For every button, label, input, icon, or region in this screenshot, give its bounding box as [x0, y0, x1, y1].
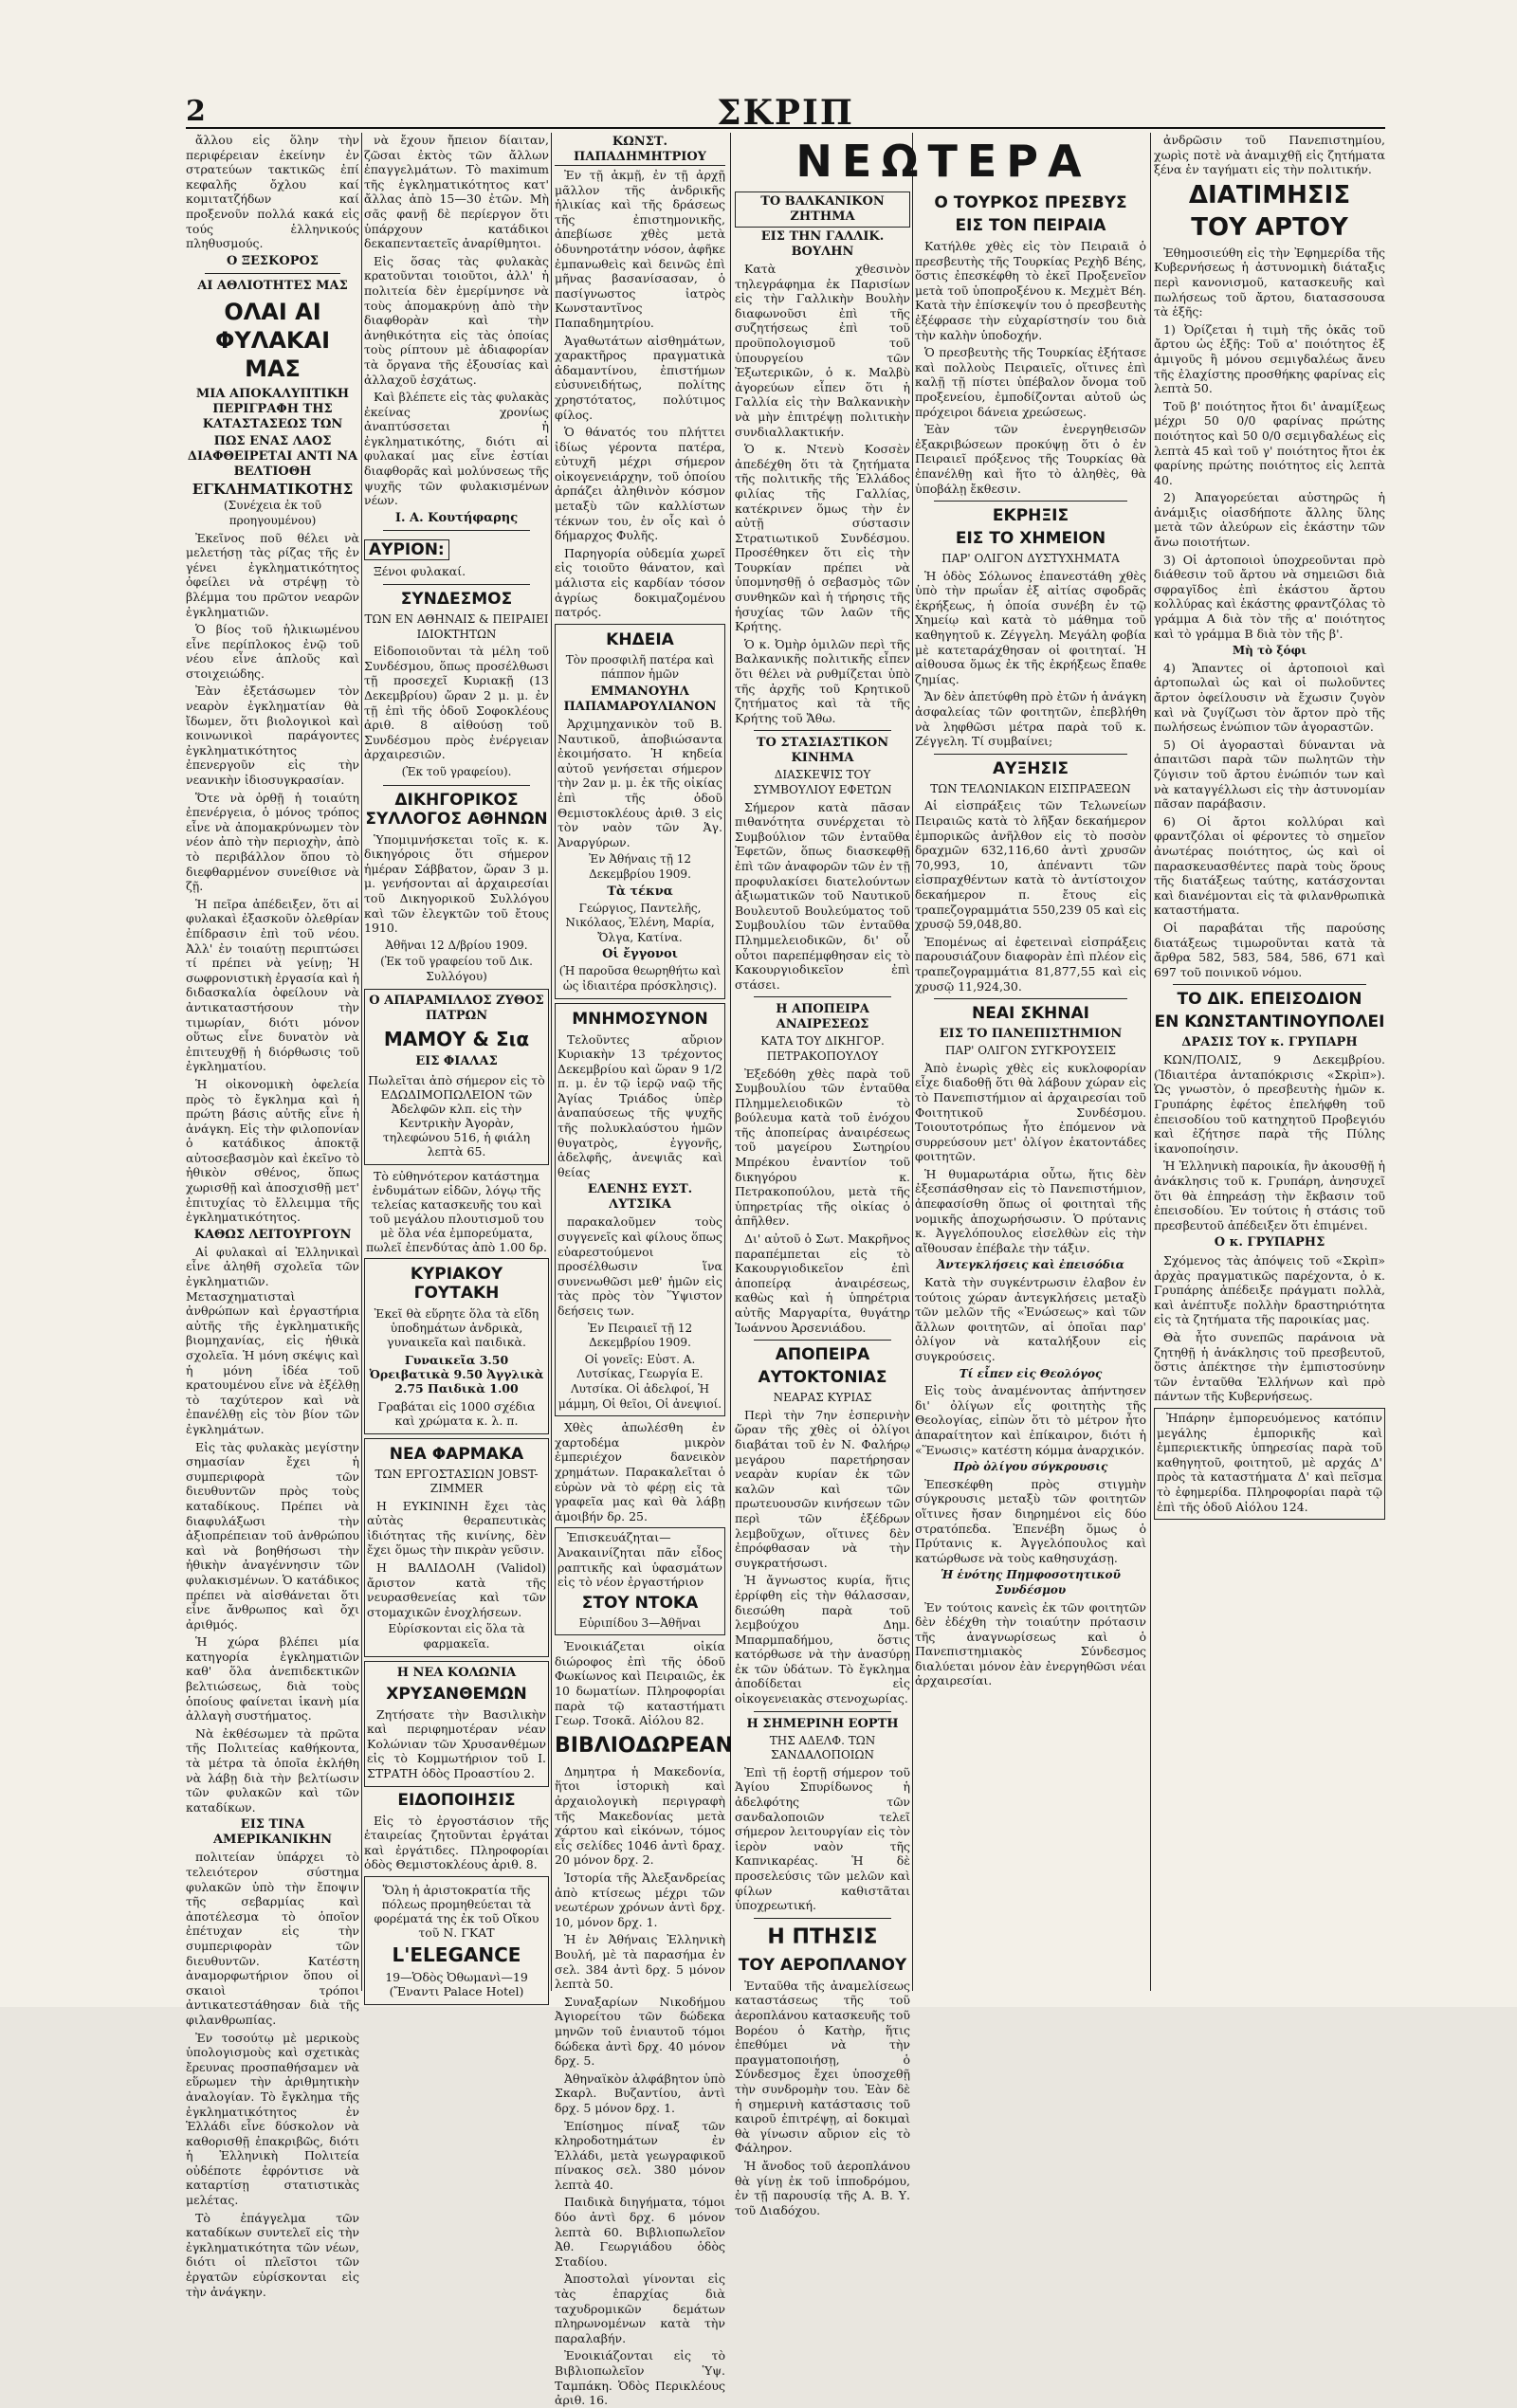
article-subheadline: ΔΙΑΣΚΕΨΙΣ ΤΟΥ ΣΥΜΒΟΥΛΙΟΥ ΕΦΕΤΩΝ: [753, 768, 892, 796]
article-signature: Ι. Α. Κουτήφαρης: [394, 510, 519, 525]
classified-box: [1154, 1408, 1385, 1520]
inline-subheading: Μὴ τὸ ξόφι: [1232, 644, 1307, 658]
article-text: 2) Ἀπαγορεύεται αὐστηρῶς ἡ ἀνάμιξις οἱασδήποτε ἄλλης ὕλης μετὰ τῶν ἀλεύρων εἰς ἑκάστην τῶν ἄνω ποιοτήτων.: [1154, 490, 1385, 550]
article-text: 6) Οἱ ἄρτοι κολλύραι καὶ φραντζόλαι οἱ φέροντες τὸ σημεῖον ἀνωτέρας ποιότητος, ὡς καὶ οἱ παρασκευασθέντες παρὰ τοὺς ὅρους τῆς διατάξεως ταύτης, κατάσχονται καὶ διανέμονται εἰς τὰ φιλανθρωπικὰ καταστήματα.: [1154, 813, 1385, 918]
article-text: Ὁ θάνατός του πλήττει ἰδίως γέροντα πατέρα, εὐτυχῆ μέχρι σήμερον οἰκογενειάρχην, τοῦ ὁποίου ἀρπάζει ἀληθινὸν κόσμον μεταξὺ τῶν καλλίστων τέκνων του, ἐν οἷς καὶ ὁ δήμαρχος Φυλῆς.: [555, 425, 725, 543]
column-2: [364, 133, 549, 1998]
ad-subtitle: ΤΩΝ ΕΡΓΟΣΤΑΣΙΩΝ JOBST-ZIMMER: [375, 1467, 539, 1496]
book-listing: Δημητρα ἡ Μακεδονία, ἥτοι ἱστορικὴ καὶ ἀρχαιολογικὴ περιγραφὴ τῆς Μακεδονίας μετὰ χάρτου καὶ εἰκόνων, τόμος εἷς σελίδες 1046 ἀντὶ δραχ. 20 μόνον δρχ. 2.: [555, 1763, 725, 1868]
ad-text: Η ΕΥΚΙΝΙΝΗ ἔχει τὰς αὐτὰς θεραπευτικὰς ἰδιότητας τῆς κινίνης, δὲν ἔχει ὅμως τὴν πικρὰν γεῦσιν.: [367, 1498, 546, 1558]
deceased-name: ΕΜΜΑΝΟΥΗΛ ΠΑΠΑΜΑΡΟΥΛΙΑΝΟΝ: [563, 684, 717, 714]
ad-title: ΝΕΑ ΦΑΡΜΑΚΑ: [389, 1444, 524, 1464]
column-1: [186, 133, 359, 2299]
funeral-notice: [555, 624, 725, 999]
article-text: Κατὰ τὴν συγκέντρωσιν ἐλαβον ἐν τούτοις χώραν ἀντεγκλήσεις μεταξὺ τῶν μελῶν τῆς «Ἑνώσεως» καὶ τῶν ἄλλων φοιτητῶν, αἱ ὁποῖαι παρ' ὀλίγον νὰ καταλήξουν εἰς συγκρούσεις.: [915, 1275, 1146, 1363]
article-text: Δι' αὐτοῦ ὁ Σωτ. Μακρῆνος παραπέμπεται εἰς τὸ Κακουργιοδικεῖον ἐπὶ ἀποπείρᾳ ἀναιρέσεως, καθὼς καὶ ἡ ὑπηρέτρια αὐτῆς Μαργαρίτα, θυγάτηρ Ἰωάννου Ἀρσενιάδου.: [735, 1231, 910, 1335]
advertisement-pharmacy: [364, 1438, 549, 1657]
article-text: Ἡ χώρα βλέπει μία κατηγορία ἐγκληματιῶν καθ' ὅλα ἀνεπιδεκτικῶν βελτιώσεως, διὰ τοὺς ὁποίους φαίνεται ἱκανὴ μία ἀλλαγὴ συστήματος.: [186, 1634, 359, 1724]
notice-source: (Ἐκ τοῦ γραφείου τοῦ Δικ. Συλλόγου): [380, 955, 533, 983]
article-headline: Ο ΤΟΥΡΚΟΣ ΠΡΕΣΒΥΣ: [934, 193, 1127, 212]
ad-text: Εὑρίσκονται εἰς ὅλα τὰ φαρμακεῖα.: [388, 1622, 525, 1651]
divider: [383, 584, 530, 585]
column-rule: [361, 133, 362, 1991]
advertisement-beer: [364, 989, 549, 1165]
article-headline: ΤΟ ΣΤΑΣΙΑΣΤΙΚΟΝ ΚΙΝΗΜΑ: [756, 736, 889, 766]
page-header: [186, 93, 1385, 133]
column-rule: [730, 133, 731, 1991]
article-headline: ΕΚΡΗΞΙΣ: [992, 506, 1069, 526]
article-text: Ἐκεῖνος ποῦ θέλει νὰ μελετήσῃ τὰς ρίζας τῆς ἐν γένει ἐγκληματικότητος ὀφείλει νὰ στρέψῃ τὸ βλέμμα του πρῶτον νεαρῶν ἐγκληματιῶν.: [186, 530, 359, 619]
ad-title: ΚΥΡΙΑΚΟΥ ΓΟΥΤΑΚΗ: [410, 1264, 503, 1303]
article-text: Ἐξεδόθη χθὲς παρὰ τοῦ Συμβουλίου τῶν ἐνταῦθα Πλημμελειοδικῶν τὸ βούλευμα κατὰ τοῦ ἐνόχου τῆς ἀποπείρας ἀναιρέσεως τοῦ μαγείρου Σωτηρίου Μπρέκου ἐναντίον τοῦ δικηγόρου κ. Πετρακοπούλου, μετὰ τῆς ὑπηρετρίας τῆς οἰκίας ὁ ἀπῆλθεν.: [735, 1066, 910, 1229]
article-text: Ἐν τοσούτῳ μὲ μερικοὺς ὑπολογισμοὺς καὶ σχετικὰς ἔρευνας προσπαθήσαμεν νὰ εὕρωμεν τὴν ἀριθμητικὴν ἀναλογίαν. Τὸ ἔγκλημα τῆς ἐγκληματικότητος ἐν Ἑλλάδι εἶνε δύσκολον νὰ καθορισθῇ ἐπακριβῶς, διότι ἡ Ἑλληνικὴ Πολιτεία οὐδέποτε ἐφρόντισε νὰ καταρτίσῃ στατιστικὰς μελέτας.: [186, 2030, 359, 2208]
article-headline: ΟΛΑΙ ΑΙ ΦΥΛΑΚΑΙ ΜΑΣ: [214, 299, 331, 383]
article-signature: Ο ΞΕΣΚΟΡΟΣ: [226, 253, 319, 268]
article-headline: ΤΟ ΒΑΛΚΑΝΙΚΟΝ ΖΗΤΗΜΑ: [735, 192, 910, 228]
notice-source: (Ἐκ τοῦ γραφείου).: [401, 764, 512, 778]
article-text: Ἐνταῦθα τῆς ἀναμελίσεως καταστάσεως τῆς τοῦ ἀεροπλάνου κατασκευῆς τοῦ Βορέου ὁ Κατὴρ, ἥτις ἐπεθύμει νὰ τὴν πραγματοποιήσῃ, ὁ Σύνδεσμος ἔχει ὑποσχεθῇ τὴν συνδρομὴν του. Ἐὰν δὲ ἡ σημερινὴ κατάστασις τοῦ καιροῦ ἐπιτρέψῃ, αἱ δοκιμαὶ θὰ γίνωσιν αὔριον εἰς τὸ Φάληρον.: [735, 1978, 910, 2156]
advertisement-cologne: [364, 1661, 549, 1787]
article-headline: ΤΟ ΔΙΚ. ΕΠΕΙΣΟΔΙΟΝ: [1177, 990, 1362, 1010]
divider: [754, 730, 891, 731]
ad-title: Η ΝΕΑ ΚΟΛΩΝΙΑ: [396, 1665, 517, 1680]
section-banner: ΝΕΩΤΕΡΑ: [795, 136, 1091, 187]
article-headline: ΕΙΣ ΤΟΝ ΠΕΙΡΑΙΑ: [955, 216, 1106, 235]
article-headline: ΝΕΑΙ ΣΚΗΝΑΙ: [972, 1004, 1089, 1024]
article-text: Σχόμενος τὰς ἀπόψεις τοῦ «Σκρὶπ» ἀρχὰς πραγματικῶς παρέχοντα, ὁ κ. Γρυπάρης ἀπέδειξε πράγματι πολλὰ, καὶ ἀνέπτυξε πολλὴν δραστηριότητα εἰς τὰ ζητήματα τῆς παροικίας μας.: [1154, 1253, 1385, 1327]
article-text: ΚΩΝ/ΠΟΛΙΣ, 9 Δεκεμβρίου. (Ἰδιαιτέρα ἀνταπόκρισις «Σκρὶπ»). Ὡς γνωστὸν, ὁ πρεσβευτὴς ἡμῶν κ. Γρυπάρης ἐφέτος ἐπελήφθη τοῦ ἐπεισοδίου τοῦ κατηχητοῦ Προβεγιόυ καὶ ἐζήτησε παρὰ τῆς Πύλης ἱκανοποίησιν.: [1154, 1052, 1385, 1156]
column-3: [555, 133, 733, 2408]
article-text: Ἐν τῇ ἀκμῇ, ἐν τῇ ἀρχῇ μᾶλλον τῆς ἀνδρικῆς ἡλικίας καὶ τῆς δράσεως τῆς ἐπιστημονικῆς, ἀπεβίωσε χθὲς μετὰ ὀδυνηροτάτην νόσον, ἀφῆκε ἐμπανωθεὶς καὶ δεινῶς ἐπὶ μῆνας βασανίσασαν, ὁ πασίγνωστος ἰατρὸς Κωνσταντῖνος Παπαδημητρίου.: [555, 168, 725, 330]
classified-text: Ἠπάρην ἐμπορευόμενος κατόπιν μεγάλης ἐμπορικῆς καὶ ἐμπεριεκτικῆς ὑπηρεσίας παρὰ τοῦ καθηγητοῦ, φοιτητοῦ, μὲ αρχάς Δ' πρὸς τὰ καταστήματα Δ' καὶ πεῖσμα τὸ ἐφημερίδα. Πληροφορίαι παρὰ τῷ ἐπὶ τῆς ὁδοῦ Αἰόλου 124.: [1157, 1410, 1382, 1514]
notice-text: Εἰδοποιοῦνται τὰ μέλη τοῦ Συνδέσμου, ὅπως προσέλθωσι τῇ προσεχεῖ Κυριακῇ (13 Δεκεμβρίου) ὥραν 2 μ. μ. ἐν τῇ ἐπὶ τῆς ὁδοῦ Σοφοκλέους ἀριθ. 8 αἰθούσῃ τοῦ Συνδέσμου πρὸς ἐνέργειαν ἀρχαιρεσιῶν.: [364, 644, 549, 762]
ad-text: Τὸ εὐθηνότερον κατάστημα ἐνδυμάτων εἰδῶν, λόγῳ τῆς τελείας κατασκευῆς του καὶ τοῦ μεγάλου πλουτισμοῦ του μὲ ὅλα νέα ἐμπορεύματα, πωλεῖ ἐπενδύτας ἀπὸ 1.00 δρ.: [366, 1168, 547, 1254]
article-text: 3) Οἱ ἀρτοποιοὶ ὑποχρεοῦνται πρὸ διάθεσιν τοῦ ἄρτου νὰ σημειῶσι διὰ σφραγῖδος ἐπὶ ἑκάστου ἄρτου κολλύρας καὶ ἑκάστης φραντζόλας τὸ γράμμα Α διὰ τὸν τῆς α' ποιότητος καὶ τὸ γράμμα Β διὰ τὸν τῆς β'.: [1154, 552, 1385, 641]
divider: [754, 1340, 891, 1341]
ad-line: ΕΙΣ ΦΙΑΛΑΣ: [415, 1053, 498, 1068]
column-rule: [912, 133, 913, 1991]
article-text: Ξένοι φυλακαί.: [374, 564, 466, 579]
book-listing: Ἀθηναϊκὸν ἀλφάβητον ὑπὸ Σκαρλ. Βυζαντίου, ἀντὶ δρχ. 5 μόνον δρχ. 1.: [555, 2071, 725, 2115]
inline-subheading: Ἡ ἑνότης Πημφοσοτητικοῦ Συνδέσμου: [941, 1568, 1121, 1596]
article-text: Κατὰ χθεσινὸν τηλεγράφημα ἐκ Παρισίων εἰς τὴν Γαλλικὴν Βουλὴν διαφωνοῦσι ἐπὶ τῆς συζητήσεως ἐπὶ τοῦ προϋπολογισμοῦ τοῦ ὑπουργείου τῶν Ἐξωτερικῶν, ὁ κ. Μαλβὺ ἀγορεύων εἶπεν ὅτι ἡ Γαλλία εἰς τὴν Βαλκανικὴν νὰ μὴν ἐπιτρέψῃ πολιτικὴν συνδιαλλακτικήν.: [735, 262, 910, 439]
notice-headline: ΕΙΔΟΠΟΙΗΣΙΣ: [397, 1790, 516, 1810]
deceased-name: ΕΛΕΝΗΣ ΕΥΣΤ. ΛΥΤΣΙΚΑ: [587, 1182, 693, 1213]
article-text: Ἡ ὁδὸς Σόλωνος ἐπανεστάθη χθὲς ὑπὸ τὴν πρωΐαν ἐξ αἰτίας σφοδρᾶς ἐκρήξεως, ἡ ὁποία συνέβη ἐν τῷ Χημείῳ καὶ κατὰ τὸ μάθημα τοῦ καθηγητοῦ κ. Ζέγγελη. Μεγάλη φοβία μὲ κατεταράχθησαν οἱ φοιτηταί. Ἡ αἰθουσα ὅμως ἐκ τῆς ἐκρήξεως ἔπαθε ζημίας.: [915, 568, 1146, 686]
article-text: Ἡ θυμαρωτάρια οὗτω, ἥτις δὲν ἐξεσπάσθησαν εἰς τὸ Πανεπιστήμιον, ἀπεφασίσθη ὅπως οἱ φοιτηταὶ τῆς νομικῆς ἀποχωρήσωσιν. Ὁ πρύτανις κ. Ἀγγελόπουλος εἰσελθὼν εἰς τὴν αἴθουσαν ἐπέβαλε τὴν τάξιν.: [915, 1166, 1146, 1255]
article-text: 5) Οἱ ἀγορασταὶ δύνανται νὰ ἀπαιτῶσι παρὰ τῶν πωλητῶν τὴν ζύγισιν τοῦ ἄρτου ἐνώπιόν των καὶ νὰ καταγγέλλωσι εἰς τὴν ἀστυνομίαν πᾶσαν παράβασιν.: [1154, 737, 1385, 812]
article-text: Ἀπὸ ἐνωρὶς χθὲς εἰς κυκλοφορίαν εἶχε διαδοθῇ ὅτι θὰ λάβουν χώραν εἰς τὸ Πανεπιστήμιον αἱ ἀρχαιρεσίαι τοῦ Φοιτητικοῦ Συνδέσμου. Τοιουτοτρόπως ἦτο ἐπόμενον νὰ συρρεύσουν μετ' ὀλίγον ἑκατοντάδες φοιτητῶν.: [915, 1060, 1146, 1164]
column-rule: [1150, 133, 1151, 1991]
inline-subheading: Τί εἶπεν εἰς Θεολόγος: [959, 1366, 1103, 1380]
ad-text: Η ΒΑΛΙΔΟΛΗ (Validol) ἄριστον κατὰ τῆς νευρασθενείας καὶ τῶν στομαχικῶν ἐνοχλήσεων.: [367, 1560, 546, 1619]
divider: [754, 1711, 891, 1712]
article-subheadline: ΚΑΤΑ ΤΟΥ ΔΙΚΗΓΟΡ. ΠΕΤΡΑΚΟΠΟΥΛΟΥ: [760, 1034, 885, 1063]
article-headline: Η ΣΗΜΕΡΙΝΗ ΕΟΡΤΗ: [746, 1716, 899, 1731]
notice-signatories: Οἱ ἔγγονοι: [602, 947, 678, 962]
notice-note: (Ἡ παροῦσα θεωρηθήτω καὶ ὡς ἰδιαιτέρα πρόσκλησις).: [558, 964, 722, 993]
ad-title: L'ELEGANCE: [392, 1943, 521, 1966]
article-headline: Η ΠΤΗΣΙΣ: [767, 1925, 878, 1949]
divider: [1173, 984, 1366, 985]
article-kicker: ΑΙ ΑΘΛΙΟΤΗΤΕΣ ΜΑΣ: [197, 279, 348, 294]
article-text: Σήμερον κατὰ πᾶσαν πιθανότητα συνέρχεται τὸ Συμβούλιον τῶν ἐνταῦθα Ἐφετῶν, ὅπως διασκεφθῇ ἐπὶ τῶν ἀναφορῶν τῶν ἐν τῇ προφυλακίσει διατελούντων ἀξιωματικῶν τοῦ Ναυτικοῦ Βουλευτοῦ Βουλεύματος τοῦ Συμβουλίου τῶν ἐνταῦθα Πλημμελειοδικῶν, δι' οὗ οὗτοι παρεπέμφθησαν εἰς τὸ Κακουργιοδικεῖον ἐπὶ στάσει.: [735, 799, 910, 992]
notice-headline: ΣΥΝΔΕΣΜΟΣ: [400, 590, 513, 610]
notice-text: Εἰς τὸ ἐργοστάσιον τῆς ἑταιρείας ζητοῦνται ἐργάται καὶ ἐργάτιδες. Πληροφορίαι ὁδὸς Θεμιστοκλέους ἀριθ. 8.: [364, 1813, 549, 1872]
notice-names: Οἱ γονεῖς: Εὐστ. Α. Λυτσίκας, Γεωργία Ε. Λυτσίκα. Οἱ ἀδελφοί, Ἡ μάμμη, Οἱ θεῖοι, Οἱ ἀνεψιοί.: [557, 1352, 722, 1411]
article-text: Ἐπὶ τῇ ἑορτῇ σήμερον τοῦ Ἁγίου Σπυρίδωνος ἡ ἀδελφότης τῶν σανδαλοποιῶν τελεῖ σήμερον λειτουργίαν εἰς τὸν ἱερὸν ναὸν τῆς Καπνικαρέας. Ἡ δὲ προσελεύσις τῶν μελῶν καὶ φίλων καθιστᾶται ὑποχρεωτική.: [735, 1764, 910, 1913]
masthead: ΣΚΡΙΠ: [717, 93, 854, 133]
article-subheadline: ΠΑΡ' ΟΛΙΓΟΝ ΣΥΓΚΡΟΥΣΕΙΣ: [944, 1044, 1117, 1058]
article-text: Εἰς τοὺς ἀναμένοντας ἀπήντησεν δι' ὀλίγων εἷς φοιτητὴς τῆς Θεολογίας, εἰπὼν ὅτι τὸ μέτρον ἦτο ἀπαραίτητον καὶ ἐπίκαιρον, διότι ἡ «Ἕνωσις» κατέστη κόμμα ἀναρχικόν.: [915, 1383, 1146, 1457]
notice-headline: ΜΝΗΜΟΣΥΝΟΝ: [572, 1009, 708, 1029]
article-subheadline: ΠΩΣ ΕΝΑΣ ΛΑΟΣ ΔΙΑΦΘΕΙΡΕΤΑΙ ΑΝΤΙ ΝΑ ΒΕΛΤΙΟΘΗ: [187, 434, 358, 480]
section-heading: ΑΥΡΙΟΝ:: [364, 539, 449, 560]
ad-text: Πωλεῖται ἀπὸ σήμερον εἰς τὸ ΕΔΩΔΙΜΟΠΩΛΕΙΟΝ τῶν Ἀδελφῶν κλπ. εἰς τὴν Κεντρικὴν Ἀγορὰν, τηλεφώνου 516, ἡ φιάλη λεπτὰ 65.: [368, 1072, 545, 1158]
ad-text: Γραβάται εἰς 1000 σχέδια καὶ χρώματα κ. λ. π.: [377, 1398, 536, 1428]
ad-line: Ο ΑΠΑΡΑΜΙΛΛΟΣ ΖΥΘΟΣ ΠΑΤΡΩΝ: [369, 993, 544, 1023]
notice-signatories: Τὰ τέκνα: [607, 884, 673, 899]
divider: [754, 996, 891, 997]
article-text: Ὅτε νὰ ὀρθῇ ἡ τοιαύτη ἐπενέργεια, ὁ μόνος τρόπος εἶνε νὰ ἀπομακρύνωμεν τὸν νέον ἀπὸ τὴν περιοχὴν, ἀπὸ τὸ περιβάλλον ὅπου τὸ διεφθαρμένον συνείθισε νὰ ζῇ.: [186, 790, 359, 894]
article-text: Ἐπεσκέφθη πρὸς στιγμὴν σύγκρουσις μεταξὺ τῶν φοιτητῶν οἵτινες ἤσαν διηρημένοι εἰς δύο στρατόπεδα. Ἐπενέβη ὅμως ὁ Πρύτανις κ. Ἀγγελόπουλος καὶ κατώρθωσε νὰ τοὺς καθησυχάσῃ.: [915, 1476, 1146, 1565]
article-text: Τοῦ β' ποιότητος ἤτοι δι' ἀναμίξεως μέχρι 50 0/0 φαρίνας πρώτης ποιότητος καὶ 50 0/0 σεμιγδαλέως εἰς λεπτὰ 45 καὶ τοῦ γ' ποιότητος ἤτοι ἐκ φαρίνης πρώτης ποιότητος εἰς λεπτὰ 40.: [1154, 398, 1385, 487]
article-text: Νὰ ἐκθέσωμεν τὰ πρῶτα τῆς Πολιτείας καθήκοντα, τὰ μέτρα τὰ ὁποῖα ἐκλήθη νὰ λάβῃ διὰ τὴν βελτίωσιν τῶν φυλακῶν καὶ τῶν καταδίκων.: [186, 1725, 359, 1815]
article-text: Ἡ ἄνοδος τοῦ ἀεροπλάνου θὰ γίνῃ ἐκ τοῦ ἱπποδρόμου, ἐν τῇ παρουσίᾳ τῆς Α. Β. Υ. τοῦ Διαδόχου.: [735, 2158, 910, 2217]
divider: [205, 273, 340, 274]
divider: [383, 785, 530, 786]
section-heading: ΚΑΘΩΣ ΛΕΙΤΟΥΡΓΟΥΝ: [193, 1227, 352, 1242]
article-subheadline: ΝΕΑΡΑΣ ΚΥΡΙΑΣ: [773, 1391, 872, 1405]
article-headline: Η ΑΠΟΠΕΙΡΑ ΑΝΑΙΡΕΣΕΩΣ: [776, 1002, 869, 1032]
article-headline: ΤΟΥ ΑΕΡΟΠΛΑΝΟΥ: [738, 1955, 907, 1975]
article-text: Ἐὰν ἐξετάσωμεν τὸν νεαρὸν ἐγκληματίαν θὰ ἴδωμεν, ὅτι βιολογικοὶ καὶ κοινωνικοὶ παράγοντες ἐγκληματικότητος ἐπενεργοῦν εἰς τὴν νεανικὴν ἰδιοσυγκρασίαν.: [186, 684, 359, 788]
notice-subheadline: ΤΩΝ ΕΝ ΑΘΗΝΑΙΣ & ΠΕΙΡΑΙΕΙ ΙΔΙΟΚΤΗΤΩΝ: [364, 612, 549, 641]
book-listing: Ἡ ἐν Ἀθήναις Ἑλληνικὴ Βουλή, μὲ τὰ παρασήμα ἐν σελ. 384 ἀντὶ δρχ. 5 μόνον λεπτὰ 50.: [555, 1932, 725, 1992]
ad-text: Ὅλη ἡ ἀριστοκρατία τῆς πόλεως προμηθεύεται τὰ φορέματά της ἐκ τοῦ Οἴκου τοῦ Ν. ΓΚΑΤ: [374, 1882, 539, 1940]
article-headline: ΑΥΤΟΚΤΟΝΙΑΣ: [758, 1368, 887, 1388]
article-text: Αἱ εἰσπράξεις τῶν Τελωνείων Πειραιῶς κατὰ τὸ λῆξαν δεκαήμερον ἐμπορικῶς ἀνῆλθον εἰς τὸ ποσὸν δραχμῶν 632,116,60 ἀντὶ χρυσῶν 70,993, 10, ἀπέναντι τῶν εἰσπραχθέντων κατὰ τὸ ἀντίστοιχον δεκαήμερον π. ἔτους εἰς τραπεζογραμμάτια 550,239 05 καὶ εἰς χρυσῷ 59,048,80.: [915, 798, 1146, 932]
classified-text: Χθὲς ἀπωλέσθη ἐν χαρτοδέμα μικρὸν ἐμπεριέχον δανεικὸν χρημάτων. Παρακαλεῖται ὁ εὑρὼν νὰ τὸ φέρῃ εἰς τὰ γραφεῖα μας καὶ θὰ λάβῃ ἀμοιβήν δρ. 25.: [555, 1420, 725, 1523]
divider: [934, 501, 1127, 502]
page-number: 2: [186, 95, 206, 128]
article-text: πολιτείαν ὑπάρχει τὸ τελειότερον σύστημα φυλακῶν ὑπὸ τὴν ἔποψιν τῆς σεβαρμίας καὶ ἀποτέλεσμα τὸ ὁποῖον ἐπέτυχαν εἰς τὴν συμπεριφορὰν τῶν διευθυντῶν. Κατέστη ἀναμορφωτήριον ὅπου οἱ σκαιοὶ τρόποι ἀντικατεστάθησαν διὰ τῆς φιλανθρωπίας.: [186, 1850, 359, 2027]
book-listing: Ἀποστολαὶ γίνονται εἰς τὰς ἐπαρχίας διὰ ταχυδρομικῶν δεμάτων πληρωνομένων κατὰ τὴν παραλαβήν.: [555, 2271, 725, 2345]
book-listing: Συναξαρίων Νικοδήμου Ἀγιορείτου τῶν δώδεκα μηνῶν τοῦ ἐνιαυτοῦ τόμοι δώδεκα ἀντὶ δρχ. 40 μόνον δρχ. 5.: [555, 1994, 725, 2069]
notice-date: Ἐν Πειραιεῖ τῇ 12 Δεκεμβρίου 1909.: [587, 1321, 693, 1350]
article-text: Ἐὰν τῶν ἐνεργηθεισῶν ἐξακριβώσεων προκύψῃ ὅτι ὁ ἐν Πειραιεῖ πρόξενος τῆς Τουρκίας θὰ ἐπανέλθῃ καὶ ἥτο τὸ ἀληθὲς, θὰ ὑποβάλῃ ἔκθεσιν.: [915, 422, 1146, 496]
article-text: Ἐπομένως αἱ ἐφετειναὶ εἰσπράξεις παρουσιάζουν διαφορὰν ἐπὶ πλέον εἰς τραπεζογραμμάτια 81,877,55 καὶ εἰς χρυσῷ 11,924,30.: [915, 934, 1146, 994]
article-text: Οἱ παραβάται τῆς παρούσης διατάξεως τιμωροῦνται κατὰ τὰ ἄρθρα 582, 583, 584, 586, 671 καὶ 697 τοῦ ποινικοῦ νόμου.: [1154, 920, 1385, 979]
notice-text: Τελοῦντες αὔριον Κυριακὴν 13 τρέχοντος Δεκεμβρίου καὶ ὥραν 9 1/2 π. μ. ἐν τῷ ἱερῷ ναῷ τῆς Ἁγίας Τριάδος ὑπὲρ ἀναπαύσεως τῆς ψυχῆς τῆς πολυκλαύστου ἡμῶν θυγατρὸς, ἐγγονῆς, ἀδελφῆς, ἀνεψιᾶς καὶ θείας: [557, 1031, 722, 1179]
article-text: Ἡ οἰκονομικὴ ὀφελεία πρὸς τὸ ἔγκλημα καὶ ἡ πρώτη βάσις αὐτῆς εἶνε ἡ ἀνάγκη. Εἰς τὴν φιλοπονίαν ὁ κατάδικος ἀποκτᾷ αὐτοσεβασμὸν καὶ ἐκεῖνο τὸ ἠθικὸν σθένος, ὅπως χωρισθῇ καὶ ἀποσχισθῇ μετ' ἐπιτυχίας τὸ ἔλλειμμα τῆς ἐγκληματικότητος.: [186, 1076, 359, 1225]
article-subheadline: ΜΙΑ ΑΠΟΚΑΛΥΠΤΙΚΗ ΠΕΡΙΓΡΑΦΗ ΤΗΣ ΚΑΤΑΣΤΑΣΕΩΣ ΤΩΝ: [195, 387, 350, 432]
notice-text: Τὸν προσφιλῆ πατέρα καὶ πάππον ἡμῶν: [565, 652, 715, 682]
article-text: Ἄν δὲν ἀπετύφθη πρὸ ἐτῶν ἡ ἀνάγκη ἀσφαλείας τῶν φοιτητῶν, ἐπεβλήθη νὰ ληφθῶσι μέτρα παρὰ τοῦ κ. Ζέγγελη. Τί συμβαίνει;: [915, 689, 1146, 749]
notice-headline: ΚΗΔΕΙΑ: [606, 629, 674, 649]
ad-title: ΧΡΥΣΑΝΘΕΜΩΝ: [386, 1684, 527, 1704]
ad-text: Ζητήσατε τὴν Βασιλικὴν καὶ περιφημοτέραν νέαν Κολώνιαν τῶν Χρυσανθέμων εἰς τὸ Κομμωτήριον τοῦ Ι. ΣΤΡΑΤΗ ὁδὸς Προαστίου 2.: [367, 1706, 546, 1780]
notice-names: Γεώργιος, Παντελῆς, Νικόλαος, Ἑλένη, Μαρία, Ὄλγα, Κατίνα.: [565, 901, 715, 944]
article-text: Ὁ πρεσβευτὴς τῆς Τουρκίας ἐξήτασε καὶ πολλοὺς Πειραιεῖς, οἵτινες ἐπὶ καλῇ τῇ πίστει ὑπέβαλον ὄνομα τοῦ προξενείου, ἐμποδίζονται αὐτοῦ ὡς πρόχειροι δάνεια χρεώσεως.: [915, 345, 1146, 419]
divider: [754, 1918, 891, 1919]
article-headline: ΕΝ ΚΩΝΣΤΑΝΤΙΝΟΥΠΟΛΕΙ: [1154, 1012, 1385, 1032]
article-subheadline: ΔΡΑΣΙΣ ΤΟΥ κ. ΓΡΥΠΑΡΗ: [1181, 1035, 1358, 1050]
classified-text: Ἐνοικιάζεται οἰκία διώροφος ἐπὶ τῆς ὁδοῦ Φωκίωνος καὶ Πειραιῶς, ἐκ 10 δωματίων. Πληροφορίαι παρὰ τῷ καταστήματι Γεωρ. Τσοκᾶ. Αἰόλου 82.: [555, 1639, 725, 1728]
article-text: 4) Ἄπαντες οἱ ἀρτοποιοὶ καὶ ἀρτοπωλαὶ ὡς καὶ οἱ πωλοῦντες ἄρτον ὀφείλουσιν νὰ ἔχωσιν ζυγὸν καὶ νὰ ζυγίζωσι τὸν ἄρτον πρὸ τῆς πωλήσεως ἐνώπιον τῶν ἀγοραστῶν.: [1154, 660, 1385, 735]
divider: [383, 530, 530, 531]
book-listing: Ἐπίσημος πίναξ τῶν κληροδοτημάτων ἐν Ἑλλάδι, μετὰ γεωγραφικοῦ πίνακος σελ. 380 μόνον λεπτὰ 40.: [555, 2118, 725, 2192]
memorial-notice: [555, 1003, 725, 1417]
advertisement-elegance: [364, 1876, 549, 2005]
article-headline: ΑΥΞΗΣΙΣ: [993, 758, 1069, 778]
article-text: Ἡ πεῖρα ἀπέδειξεν, ὅτι αἱ φυλακαὶ ἐξασκοῦν ὀλεθρίαν ἐπίδρασιν ἐπὶ τοῦ νέου. Ἀλλ' ἐν τοιαύτῃ περιπτώσει τί πρέπει νὰ γείνῃ; Ἡ σωφρονιστικὴ ἐργασία καὶ ἡ διδασκαλία ὀφείλουν νὰ ἀντικαταστήσουν τὴν τιμωρίαν, διότι μόνον οὕτως εἶνε δυνατὸν νὰ ἐπιτευχθῇ ἡ διόρθωσις τοῦ ἐγκληματίου.: [186, 896, 359, 1074]
ad-title: ΜΑΜΟΥ & Σια: [383, 1027, 530, 1050]
article-text: Εἰς ὅσας τὰς φυλακὰς κρατοῦνται τοιοῦτοι, ἀλλ' ἡ πολιτεία δὲν ἐμερίμνησε νὰ τοὺς ἀπομακρύνῃ ἀπὸ τὴν διαφθορὰν καὶ τὴν ἀνηθικότητα εἰς τὰς ὁποίας τοὺς ρίπτουν μὲ ἀδιαφορίαν τὰ ὄργανα τῆς ἐξουσίας καὶ ἀλλαχοῦ ἐσχάτως.: [364, 253, 549, 387]
obituary-headline: ΚΩΝΣΤ. ΠΑΠΑΔΗΜΗΤΡΙΟΥ: [555, 135, 725, 166]
article-text: Ἀγαθωτάτων αἰσθημάτων, χαρακτῆρος πραγματικὰ ἀδαμαντίνου, ἐπιστήμων εὐσυνειδήτως, πολίτης χρηστότατος, πολύτιμος φίλος.: [555, 333, 725, 422]
column-rule: [551, 133, 552, 1991]
article-text: 1) Ὀρίζεται ἡ τιμὴ τῆς ὀκᾶς τοῦ ἄρτου ὡς ἑξῆς: Τοῦ α' ποιότητος ἐξ ἀμιγοῦς ἢ μόνου σεμιγδαλέως ἄνευ τῆς ἐλαχίστης προσθήκης φαρίνας εἰς λεπτὰ 50.: [1154, 321, 1385, 396]
continuation-note: (Συνέχεια ἐκ τοῦ προηγουμένου): [224, 499, 321, 527]
article-headline: ΔΙΑΤΙΜΗΣΙΣ: [1188, 180, 1351, 210]
notice-headline: ΔΙΚΗΓΟΡΙΚΟΣ ΣΥΛΛΟΓΟΣ ΑΘΗΝΩΝ: [365, 790, 548, 829]
article-text: ἄλλου εἰς ὅλην τὴν περιφέρειαν ἐκείνην ἐν στρατεύων τακτικῶς ἐπί κεφαλῆς ὄχλου καί κομιτατζήδων καί προξενοῦν πολλά κακά εἰς τούς ἑλληνικούς πληθυσμούς.: [186, 133, 359, 251]
article-text: Καὶ βλέπετε εἰς τὰς φυλακὰς ἐκείνας χρονίως ἀναπτύσσεται ἡ ἐγκληματικότης, διότι αἱ φυλακαί μας εἶνε ἐστίαι διαφθορᾶς καὶ μολύνσεως τῆς ψυχῆς τῶν φυλακισμένων νέων.: [364, 390, 549, 508]
article-subheadline: ΤΩΝ ΤΕΛΩΝΙΑΚΩΝ ΕΙΣΠΡΑΞΕΩΝ: [930, 781, 1131, 795]
inline-subheading: Πρὸ ὀλίγου σύγκρουσις: [953, 1460, 1108, 1474]
article-subheadline: ΕΓΚΛΗΜΑΤΙΚΟΤΗΣ: [192, 481, 354, 499]
article-text: ἀνδρῶσιν τοῦ Πανεπιστημίου, χωρὶς ποτὲ νὰ ἀναμιχθῇ εἰς ζητήματα ξένα ἐν ταγήματι εἰς τὴν πολιτικήν.: [1154, 133, 1385, 177]
notice-date: Ἀθῆναι 12 Δ/βρίου 1909.: [385, 938, 528, 952]
article-text: νὰ ἔχουν ἤπειον δίαιταν, ζῶσαι ἐκτὸς τῶν ἄλλων ἐπαγγελμάτων. Τὸ maximum τῆς ἐγκληματικότητος κατ' ἄλλας ἀπὸ 15—30 ἐτῶν. Μὴ σᾶς φανῇ δὲ περίεργον ὅτι ὑπάρχουν κατάδικοι δεκαπενταετεῖς ἀναρίθμητοι.: [364, 133, 549, 251]
article-headline: ΤΟΥ ΑΡΤΟΥ: [1191, 212, 1348, 242]
article-headline: ΕΙΣ ΤΟ ΠΑΝΕΠΙΣΤΗΜΙΟΝ: [939, 1027, 1123, 1042]
notice-text: παρακαλοῦμεν τοὺς συγγενεῖς καὶ φίλους ὅπως εὐαρεστούμενοι προσέλθωσιν ἵνα συνενωθῶσι μεθ' ἡμῶν εἰς τὰς πρὸς τὸν Ὕψιστον δεήσεις των.: [557, 1214, 722, 1318]
notice-date: Ἐν Ἀθήναις τῇ 12 Δεκεμβρίου 1909.: [589, 852, 691, 881]
advertisement-tailor: [555, 1527, 725, 1635]
article-text: Θὰ ἦτο συνεπῶς παράνοια νὰ ζητηθῇ ἡ ἀνάκλησις τοῦ πρεσβευτοῦ, ὅστις ἀπέκτησε τὴν ἐμπιστοσύνην τῶν ἐνταῦθα Ἑλλήνων καὶ πρὸ πάντων τῆς Κυβερνήσεως.: [1154, 1329, 1385, 1404]
book-listing: Ἐνοικιάζονται εἰς τὸ Βιβλιοπωλεῖον Ὑψ. Ταμπάκη. Ὁδὸς Περικλέους ἀριθ. 16.: [555, 2348, 725, 2408]
column-5: [915, 190, 1146, 1991]
article-text: Ἡ ἄγνωστος κυρία, ἥτις ἐρρίφθη εἰς τὴν θάλασσαν, διεσώθη παρὰ τοῦ λεμβούχου Δημ. Μπαρμπαδήμου, ὅστις κατόρθωσε νὰ τὴν ἀνασύρῃ ἐκ τῶν ὑδάτων. Τὸ ἔγκλημα ἀποδίδεται εἰς οἰκογενειακὰς στενοχωρίας.: [735, 1573, 910, 1706]
article-text: Ἡ Ἑλληνικὴ παροικία, ἣν ἀκουσθῇ ἡ ἀνάκλησις τοῦ κ. Γρυπάρη, ἀνησυχεῖ ὅτι θὰ ἐπηρεάσῃ τὴν ἔκβασιν τοῦ ἐπεισοδίου. Ἐν τούτοις ἡ στάσις τοῦ πρεσβευτοῦ ἀπέδειξεν ὅτι ἐπιμένει.: [1154, 1158, 1385, 1232]
article-text: Ἐθημοσιεύθη εἰς τὴν Ἐφημερίδα τῆς Κυβερνήσεως ἡ ἀστυνομικὴ διάταξις περὶ κανονισμοῦ, κατασκευῆς καὶ πωλήσεως τοῦ ἄρτου, διατασσουσα τὰ ἑξῆς:: [1154, 245, 1385, 319]
article-headline: ΕΙΣ ΤΗΝ ΓΑΛΛΙΚ. ΒΟΥΛΗΝ: [760, 229, 885, 259]
section-headline: ΒΙΒΛΙΟΔΩΡΕΑΝ: [555, 1733, 733, 1758]
article-text: Ὁ κ. Ὀμὴρ ὁμιλῶν περὶ τῆς Βαλκανικῆς πολιτικῆς εἶπεν ὅτι θέλει νὰ ρυθμίζεται ὑπὸ τῆς ἀρχῆς τοῦ Κρητικοῦ ζητήματος καὶ τὰ τῆς Κρήτης τοῦ Ἄθω.: [735, 636, 910, 725]
book-listing: Ἱστορία τῆς Ἀλεξανδρείας ἀπὸ κτίσεως μέχρι τῶν νεωτέρων χρόνων ἀντὶ δρχ. 10, μόνον δρχ. 1.: [555, 1870, 725, 1929]
article-subheadline: ΠΑΡ' ΟΛΙΓΟΝ ΔΥΣΤΥΧΗΜΑΤΑ: [941, 552, 1120, 566]
notice-text: Ὑπομιμνήσκεται τοῖς κ. κ. δικηγόροις ὅτι σήμερον ἡμέραν Σάββατον, ὥραν 3 μ. μ. γενήσονται αἱ ἀρχαιρεσίαι τοῦ Δικηγορικοῦ Συλλόγου καὶ τῶν ἐλεγκτῶν τοῦ ἔτους 1910.: [364, 831, 549, 936]
section-heading: ΕΙΣ ΤΙΝΑ ΑΜΕΡΙΚΑΝΙΚΗΝ: [212, 1817, 333, 1848]
article-subheadline: ΤΗΣ ΑΔΕΛΦ. ΤΩΝ ΣΑΝΔΑΛΟΠΟΙΩΝ: [769, 1733, 876, 1762]
article-text: Τὸ ἐπάγγελμα τῶν καταδίκων συντελεῖ εἰς τὴν ἐγκληματικότητα τῶν νέων, διότι οἱ πλεῖστοι τῶν ἐργατῶν εὑρίσκονται εἰς τὴν ἀνάγκην.: [186, 2210, 359, 2299]
article-text: Ὁ βίος τοῦ ἡλικιωμένου εἶνε περίπλοκος ἐνῷ τοῦ νέου εἶνε ἁπλοῦς καὶ στοιχειώδης.: [186, 622, 359, 681]
article-headline: ΕΙΣ ΤΟ ΧΗΜΕΙΟΝ: [955, 529, 1106, 549]
article-text: Περὶ τὴν 7ην ἑσπερινὴν ὥραν τῆς χθὲς οἱ ὀλίγοι διαβάται τοῦ ἐν Ν. Φαλήρῳ μεγάρου παρετήρησαν νεαρὰν κυρίαν ἐκ τῶν καλῶν καὶ τῶν πρωτευουσῶν κινήσεων τῶν περὶ τῶν ἐξέδρων λεμβοῦχων, οἵτινες δὲν ἐπρόφθασαν νὰ τὴν συγκρατήσωσι.: [735, 1407, 910, 1570]
article-text: Ὁ κ. Ντενὺ Κοσσὲν ἀπεδέχθη ὅτι τὰ ζητήματα τῆς πολιτικῆς τῆς Ἑλλάδος φιλίας τῆς Γαλλίας, κατέκρινεν ὅμως τὴν ἐν αὐτῇ σύστασιν Στρατιωτικοῦ Συνδέσμου. Προσέθηκεν ὅτι εἰς τὴν Τουρκίαν πρέπει νὰ ὑπομνησθῇ ὁ σεβασμὸς τῶν συνθηκῶν καὶ ἡ τήρησις τῆς ἡσυχίας τῶν λαῶν τῆς Κρήτης.: [735, 442, 910, 634]
book-listing: Παιδικὰ διηγήματα, τόμοι δύο ἀντὶ δρχ. 6 μόνον λεπτὰ 60. Βιβλιοπωλεῖον Ἀθ. Γεωργιάδου ὁδὸς Σταδίου.: [555, 2195, 725, 2269]
ad-address: Εὐριπίδου 3—Ἀθῆναι: [578, 1615, 702, 1630]
ad-text: Ἐκεῖ θὰ εὕρητε ὅλα τὰ εἴδη ὑποδημάτων ἀνδρικὰ, γυναικεῖα καὶ παιδικὰ.: [374, 1305, 539, 1349]
section-heading: Ο κ. ΓΡΥΠΑΡΗΣ: [1214, 1235, 1325, 1250]
inline-subheading: Ἀντεγκλήσεις καὶ ἐπεισόδια: [937, 1258, 1124, 1272]
article-text: Αἱ φυλακαὶ αἱ Ἑλληνικαὶ εἶνε ἀληθῆ σχολεῖα τῶν ἐγκληματιῶν. Μετασχηματισταὶ ἀνθρώπων καὶ ἐργαστήρια αὐτῆς τῆς ἐγκληματικῆς βιομηχανίας, εἰς ἠθικὰ σχολεῖα. Ἡ μόνη σκέψις καὶ ἡ μόνη ἰδέα τοῦ κρατουμένου εἶνε νὰ ἐξέλθῃ τὸ ταχύτερον καὶ νὰ ἐπανέλθῃ εἰς τὸν βίον τῶν ἐγκλημάτων.: [186, 1244, 359, 1436]
advertisement-shoes: [364, 1258, 549, 1434]
article-text: Κατήλθε χθὲς εἰς τὸν Πειραιᾶ ὁ πρεσβευτὴς τῆς Τουρκίας Ρεχὴδ Βέης, ὅστις ἐπεσκέφθη τὸ ἐκεῖ Προξενεῖον μετὰ τοῦ ὑποπροξένου κ. Μεχμὲτ Βέη. Κατὰ τὴν ἐπίσκεψίν του ὁ πρεσβευτὴς ἐξέφρασε τὴν εὐχαρίστησίν του διὰ τὴν καλὴν ὑποδοχήν.: [915, 239, 1146, 342]
article-text: Παρηγορία οὐδεμία χωρεῖ εἰς τοιοῦτο θάνατον, καὶ μάλιστα εἰς καρδίαν τόσον ἀγρίως δοκιμαζομένου πατρός.: [555, 545, 725, 620]
divider: [934, 754, 1127, 755]
ad-title: ΣΤΟΥ ΝΤΟΚΑ: [581, 1593, 699, 1613]
notice-text: Ἀρχιμηχανικὸν τοῦ Β. Ναυτικοῦ, ἀποβιώσαντα ἐκοιμήσατο. Ἡ κηδεία αὐτοῦ γενήσεται σήμερον τὴν 2αν μ. μ. ἐκ τῆς οἰκίας ἐπὶ τῆς ὁδοῦ Θεμιστοκλέους ἀριθ. 3 εἰς τὸν ναὸν τῶν Ἁγ. Ἀναργύρων.: [557, 717, 722, 849]
article-headline: ΑΠΟΠΕΙΡΑ: [775, 1345, 870, 1365]
ad-text: Ἐπισκευάζηται—Ἀνακαινίζηται πᾶν εἶδος ραπτικῆς καὶ ὑφασμάτων εἰς τὸ νέον ἐργαστήριον: [557, 1530, 722, 1590]
column-6: [1154, 133, 1385, 1991]
ad-address: 19—Ὁδὸς Ὀθωμανὶ—19 (Ἔναντι Palace Hotel): [385, 1969, 528, 1998]
ad-prices: Γυναικεῖα 3.50 Ὀρειβατικὰ 9.50 Ἀγγλικὰ 2.75 Παιδικὰ 1.00: [369, 1352, 544, 1396]
article-text: Ἐν τούτοις κανεὶς ἐκ τῶν φοιτητῶν δὲν ἐδέχθη τὴν τοιαύτην πρότασιν τῆς ἀναγνωρίσεως καὶ ὁ Πανεπιστημιακὸς Σύνδεσμος διαλύεται μόνον ἐὰν ἐνεργηθῶσι νέαι ἀρχαιρεσίαι.: [915, 1599, 1146, 1688]
article-text: Εἰς τὰς φυλακὰς μεγίστην σημασίαν ἔχει ἡ συμπεριφορὰ τῶν διευθυντῶν πρὸς τοὺς καταδίκους. Πρέπει νὰ διαφυλάξωσι τὴν ἀξιοπρέπειαν τοῦ ἀνθρώπου καὶ νὰ βοηθήσωσι τὴν ἠθικὴν ἀναγέννησιν τῶν φυλακισμένων. Ὁ κατάδικος πρέπει νὰ αἰσθάνεται ὅτι εἶνε ἄνθρωπος καὶ ὄχι ἀριθμός.: [186, 1439, 359, 1632]
divider: [934, 998, 1127, 999]
